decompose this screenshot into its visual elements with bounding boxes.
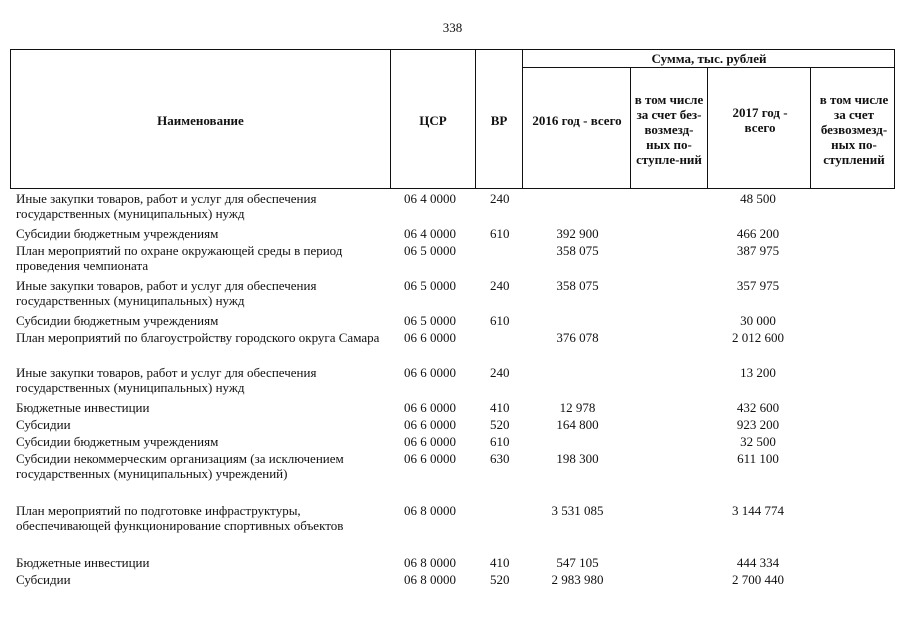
column-divider bbox=[810, 67, 811, 188]
header-2016-total: 2016 год - всего bbox=[532, 112, 622, 128]
row-csr: 06 6 0000 bbox=[404, 451, 456, 466]
row-name: Субсидии бюджетным учреждениям bbox=[16, 313, 219, 328]
row-sum-2017: 432 600 bbox=[736, 400, 780, 415]
row-sum-2017: 32 500 bbox=[740, 434, 776, 449]
row-sum-2016: 12 978 bbox=[559, 400, 596, 415]
table-row bbox=[0, 226, 905, 243]
table-row bbox=[0, 365, 905, 400]
row-vr: 610 bbox=[490, 434, 510, 449]
row-name: План мероприятий по благоустройству городского округа Самара bbox=[16, 330, 380, 345]
row-vr: 240 bbox=[490, 365, 510, 380]
row-csr: 06 5 0000 bbox=[404, 243, 456, 258]
table-row bbox=[0, 400, 905, 417]
row-csr: 06 8 0000 bbox=[404, 572, 456, 587]
row-name: Субсидии бюджетным учреждениям bbox=[16, 226, 219, 241]
table-row bbox=[0, 572, 905, 589]
row-sum-2017: 923 200 bbox=[736, 417, 780, 432]
column-divider bbox=[522, 50, 523, 188]
header-sum-group: Сумма, тыс. рублей bbox=[651, 51, 767, 66]
row-sum-2017: 611 100 bbox=[737, 451, 779, 466]
table-row bbox=[0, 434, 905, 451]
table-row bbox=[0, 330, 905, 365]
table-header bbox=[10, 49, 895, 189]
table-body bbox=[0, 191, 905, 589]
row-csr: 06 6 0000 bbox=[404, 417, 456, 432]
row-name: План мероприятий по подготовке инфраструктуры, обеспечивающей функционирование спортивных объектов bbox=[16, 503, 344, 533]
row-sum-2017: 2 700 440 bbox=[732, 572, 784, 587]
row-name: Бюджетные инвестиции bbox=[16, 400, 150, 415]
row-sum-2016: 164 800 bbox=[556, 417, 599, 432]
page-number: 338 bbox=[442, 20, 463, 35]
row-vr: 240 bbox=[490, 278, 510, 293]
row-sum-2016: 358 075 bbox=[556, 278, 599, 293]
table-row bbox=[0, 417, 905, 434]
row-csr: 06 6 0000 bbox=[404, 400, 456, 415]
row-vr: 240 bbox=[490, 191, 510, 206]
row-sum-2017: 387 975 bbox=[736, 243, 780, 258]
row-vr: 410 bbox=[490, 400, 510, 415]
row-sum-2016: 358 075 bbox=[556, 243, 599, 258]
header-csr: ЦСР bbox=[419, 112, 447, 128]
row-sum-2016: 3 531 085 bbox=[551, 503, 604, 518]
row-sum-2016: 392 900 bbox=[556, 226, 599, 241]
row-name: Субсидии бюджетным учреждениям bbox=[16, 434, 219, 449]
row-csr: 06 6 0000 bbox=[404, 365, 456, 380]
row-sum-2017: 357 975 bbox=[736, 278, 780, 293]
row-csr: 06 6 0000 bbox=[404, 434, 456, 449]
row-sum-2016: 198 300 bbox=[556, 451, 599, 466]
row-csr: 06 6 0000 bbox=[404, 330, 456, 345]
header-vr: ВР bbox=[490, 112, 508, 128]
row-csr: 06 8 0000 bbox=[404, 503, 456, 518]
row-name: Иные закупки товаров, работ и услуг для обеспечения государственных (муниципальных) нужд bbox=[16, 191, 317, 221]
row-vr: 520 bbox=[490, 572, 510, 587]
table-row bbox=[0, 555, 905, 572]
header-divider bbox=[522, 67, 894, 68]
row-sum-2016: 547 105 bbox=[556, 555, 599, 570]
row-vr: 610 bbox=[490, 226, 510, 241]
table-row bbox=[0, 278, 905, 313]
row-name: Субсидии bbox=[16, 417, 71, 432]
row-name: Субсидии bbox=[16, 572, 71, 587]
header-name: Наименование bbox=[157, 112, 244, 128]
row-vr: 410 bbox=[490, 555, 510, 570]
row-sum-2016: 376 078 bbox=[556, 330, 599, 345]
column-divider bbox=[707, 67, 708, 188]
row-sum-2017: 30 000 bbox=[740, 313, 776, 328]
row-name: План мероприятий по охране окружающей среды в период проведения чемпионата bbox=[16, 243, 343, 273]
row-sum-2016: 2 983 980 bbox=[551, 572, 604, 587]
table-row bbox=[0, 313, 905, 330]
row-sum-2017: 2 012 600 bbox=[732, 330, 784, 345]
row-name: Бюджетные инвестиции bbox=[16, 555, 150, 570]
row-csr: 06 5 0000 bbox=[404, 278, 456, 293]
row-csr: 06 5 0000 bbox=[404, 313, 456, 328]
row-name: Иные закупки товаров, работ и услуг для обеспечения государственных (муниципальных) нужд bbox=[16, 365, 317, 395]
row-csr: 06 4 0000 bbox=[404, 191, 456, 206]
row-sum-2017: 466 200 bbox=[736, 226, 780, 241]
row-vr: 520 bbox=[490, 417, 510, 432]
column-divider bbox=[630, 67, 631, 188]
row-sum-2017: 3 144 774 bbox=[732, 503, 784, 518]
row-sum-2017: 444 334 bbox=[736, 555, 780, 570]
row-sum-2017: 48 500 bbox=[740, 191, 776, 206]
header-2017-total: 2017 год - всего bbox=[732, 105, 788, 135]
header-2017-free: в том числе за счет безвозмезд-ных по-ступлений bbox=[819, 91, 889, 167]
table-row bbox=[0, 503, 905, 555]
row-name: Иные закупки товаров, работ и услуг для обеспечения государственных (муниципальных) нужд bbox=[16, 278, 317, 308]
row-name: Субсидии некоммерческим организациям (за исключением государственных (муниципальных) учреждений) bbox=[16, 451, 344, 481]
row-sum-2017: 13 200 bbox=[740, 365, 776, 380]
table-row bbox=[0, 451, 905, 503]
header-2016-free: в том числе за счет без-возмезд-ных по-ступле-ний bbox=[634, 91, 704, 167]
row-vr: 630 bbox=[490, 451, 510, 466]
table-row bbox=[0, 191, 905, 226]
row-vr: 610 bbox=[490, 313, 510, 328]
row-csr: 06 4 0000 bbox=[404, 226, 456, 241]
row-csr: 06 8 0000 bbox=[404, 555, 456, 570]
table-row bbox=[0, 243, 905, 278]
